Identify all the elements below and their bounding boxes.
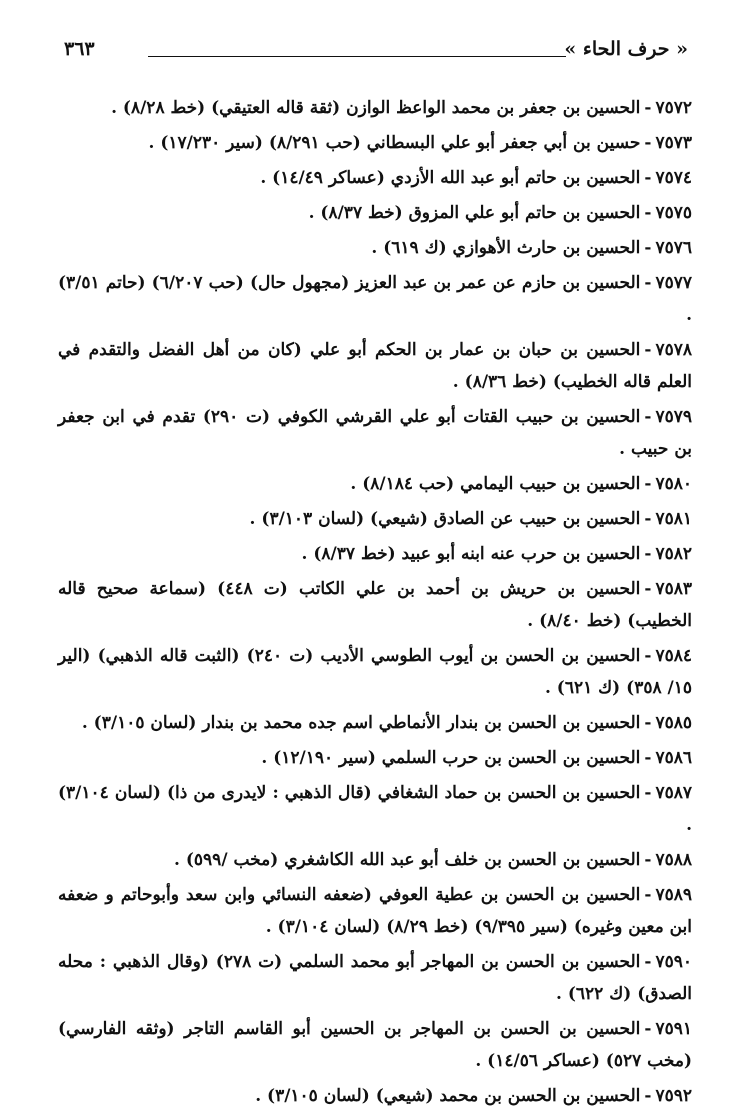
entry-number: ٧٥٨٤ (655, 646, 692, 666)
entry-text: الحسين بن حارث الأهوازي (ك ٦١٩) . (371, 238, 641, 258)
list-item: ٧٥٨٤-الحسين بن الحسن بن أيوب الطوسي الأديب (ت ٢٤٠) (الثبت قاله الذهبي) (الير ١٥/ ٣٥٨) (ك ٦٢١) . (58, 646, 692, 698)
list-item: ٧٥٨٨-الحسين بن الحسن بن خلف أبو عبد الله الكاشغري (مخب /٥٩٩) . (174, 850, 692, 870)
list-item: ٧٥٧٥-الحسين بن حاتم أبو علي المزوق (خط ٨/٣٧) . (308, 203, 692, 223)
list-item: ٧٥٧٩-الحسين بن حبيب القتات أبو علي القرشي الكوفي (ت ٢٩٠) تقدم في ابن جعفر بن حبيب . (58, 407, 692, 459)
list-item: ٧٥٩٠-الحسين بن الحسن بن المهاجر أبو محمد السلمي (ت ٢٧٨) (وقال الذهبي : محله الصدق) (ك ٦٢٢) . (58, 952, 692, 1004)
list-item: ٧٥٨٩-الحسين بن الحسن بن عطية العوفي (ضعفه النسائي وابن سعد وأبوحاتم و ضعفه ابن معين وغيره) (سير ٩/٣٩٥) (خط ٨/٢٩) (لسان ٣/١٠٤) . (58, 885, 692, 937)
entry-text: الحسين بن الحسن بن حماد الشغافي (قال الذهبي : لايدرى من ذا) (لسان ٣/١٠٤) . (58, 783, 692, 835)
entry-number: ٧٥٧٥ (655, 203, 692, 223)
entry-text: حسين بن أبي جعفر أبو علي البسطاني (حب ٨/٢٩١) (سير ١٧/٢٣٠) . (148, 133, 641, 153)
entry-text: الحسين بن الحسن بن حرب السلمي (سير ١٢/١٩٠) . (261, 748, 641, 768)
entry-text: الحسين بن الحسن بن أيوب الطوسي الأديب (ت ٢٤٠) (الثبت قاله الذهبي) (الير ١٥/ ٣٥٨) (ك ٦٢١) . (58, 646, 692, 698)
entry-text: الحسين بن حاتم أبو علي المزوق (خط ٨/٣٧) . (308, 203, 641, 223)
entry-text: الحسين بن حازم عن عمر بن عبد العزيز (مجهول حال) (حب ٦/٢٠٧) (حاتم ٣/٥١) . (58, 273, 692, 325)
entry-text: الحسين بن جعفر بن محمد الواعظ الوازن (ثقة قاله العتيقي) (خط ٨/٢٨) . (111, 98, 641, 118)
entry-number: ٧٥٧٦ (655, 238, 692, 258)
page-header (64, 36, 688, 74)
entry-number: ٧٥٨١ (655, 509, 692, 529)
header-rule (148, 56, 566, 57)
list-item: ٧٥٨١-الحسين بن حبيب عن الصادق (شيعي) (لسان ٣/١٠٣) . (249, 509, 692, 529)
list-item: ٧٥٧٦-الحسين بن حارث الأهوازي (ك ٦١٩) . (371, 238, 692, 258)
entry-text: الحسين بن الحسن بن المهاجر بن الحسين أبو القاسم التاجر (وثقه الفارسي) (مخب ٥٢٧) (عساكر ١٤/٥٦) . (58, 1019, 692, 1071)
list-item: ٧٥٨٣-الحسين بن حريش بن أحمد بن علي الكاتب (ت ٤٤٨) (سماعة صحيح قاله الخطيب) (خط ٨/٤٠) . (58, 579, 693, 631)
entry-text: الحسين بن الحسن بن بندار الأنماطي اسم جده محمد بن بندار (لسان ٣/١٠٥) . (81, 713, 641, 733)
entry-text: الحسين بن الحسن بن المهاجر أبو محمد السلمي (ت ٢٧٨) (وقال الذهبي : محله الصدق) (ك ٦٢٢) . (58, 952, 692, 1004)
list-item: ٧٥٧٣-حسين بن أبي جعفر أبو علي البسطاني (حب ٨/٢٩١) (سير ١٧/٢٣٠) . (148, 133, 692, 153)
entry-number: ٧٥٩٢ (655, 1086, 692, 1106)
entry-list (58, 92, 692, 1115)
list-item: ٧٥٩١-الحسين بن الحسن بن المهاجر بن الحسين أبو القاسم التاجر (وثقه الفارسي) (مخب ٥٢٧) (عساكر ١٤/٥٦) . (58, 1019, 692, 1071)
entry-number: ٧٥٨٨ (655, 850, 692, 870)
list-item: ٧٥٧٤-الحسين بن حاتم أبو عبد الله الأزدي (عساكر ١٤/٤٩) . (260, 168, 692, 188)
entry-text: الحسين بن حبان بن عمار بن الحكم أبو علي (كان من أهل الفضل والتقدم في العلم قاله الخطيب) (خط ٨/٣٦) . (58, 340, 692, 392)
entry-number: ٧٥٨٩ (655, 885, 692, 905)
entry-number: ٧٥٨٣ (655, 579, 693, 599)
entry-number: ٧٥٨٧ (655, 783, 692, 803)
list-item: ٧٥٨٥-الحسين بن الحسن بن بندار الأنماطي اسم جده محمد بن بندار (لسان ٣/١٠٥) . (81, 713, 692, 733)
list-item: ٧٥٨٢-الحسين بن حرب عنه ابنه أبو عبيد (خط ٨/٣٧) . (301, 544, 692, 564)
entry-number: ٧٥٧٨ (655, 340, 692, 360)
entry-text: الحسين بن حرب عنه ابنه أبو عبيد (خط ٨/٣٧) . (301, 544, 641, 564)
entry-text: الحسين بن حاتم أبو عبد الله الأزدي (عساكر ١٤/٤٩) . (260, 168, 641, 188)
entry-number: ٧٥٨٥ (655, 713, 692, 733)
entry-number: ٧٥٧٧ (655, 273, 692, 293)
entry-text: الحسين بن حبيب القتات أبو علي القرشي الكوفي (ت ٢٩٠) تقدم في ابن جعفر بن حبيب . (58, 407, 692, 459)
entry-text: الحسين بن الحسن بن محمد (شيعي) (لسان ٣/١٠٥) . (255, 1086, 641, 1106)
list-item: ٧٥٨٠-الحسين بن حبيب اليمامي (حب ٨/١٨٤) . (350, 474, 692, 494)
list-item: ٧٥٧٨-الحسين بن حبان بن عمار بن الحكم أبو علي (كان من أهل الفضل والتقدم في العلم قاله الخطيب) (خط ٨/٣٦) . (58, 340, 692, 392)
entry-number: ٧٥٩١ (655, 1019, 692, 1039)
entry-text: الحسين بن الحسن بن عطية العوفي (ضعفه النسائي وابن سعد وأبوحاتم و ضعفه ابن معين وغيره) (سير ٩/٣٩٥) (خط ٨/٢٩) (لسان ٣/١٠٤) . (58, 885, 692, 937)
entry-number: ٧٥٩٠ (655, 952, 692, 972)
chapter-title: « حرف الحاء » (564, 38, 688, 60)
entry-number: ٧٥٨٦ (655, 748, 692, 768)
entry-text: الحسين بن حبيب عن الصادق (شيعي) (لسان ٣/١٠٣) . (249, 509, 641, 529)
entry-number: ٧٥٧٣ (655, 133, 692, 153)
entry-text: الحسين بن الحسن بن خلف أبو عبد الله الكاشغري (مخب /٥٩٩) . (174, 850, 641, 870)
entry-number: ٧٥٨٠ (655, 474, 692, 494)
entry-number: ٧٥٧٢ (655, 98, 692, 118)
list-item: ٧٥٩٢-الحسين بن الحسن بن محمد (شيعي) (لسان ٣/١٠٥) . (255, 1086, 692, 1106)
list-item: ٧٥٧٧-الحسين بن حازم عن عمر بن عبد العزيز (مجهول حال) (حب ٦/٢٠٧) (حاتم ٣/٥١) . (58, 273, 692, 325)
entry-number: ٧٥٨٢ (655, 544, 692, 564)
list-item: ٧٥٧٢-الحسين بن جعفر بن محمد الواعظ الوازن (ثقة قاله العتيقي) (خط ٨/٢٨) . (111, 98, 692, 118)
list-item: ٧٥٨٧-الحسين بن الحسن بن حماد الشغافي (قال الذهبي : لايدرى من ذا) (لسان ٣/١٠٤) . (58, 783, 692, 835)
entry-number: ٧٥٧٤ (655, 168, 692, 188)
entry-text: الحسين بن حريش بن أحمد بن علي الكاتب (ت ٤٤٨) (سماعة صحيح قاله الخطيب) (خط ٨/٤٠) . (58, 579, 692, 631)
list-item: ٧٥٨٦-الحسين بن الحسن بن حرب السلمي (سير ١٢/١٩٠) . (261, 748, 692, 768)
entry-number: ٧٥٧٩ (655, 407, 692, 427)
page-number: ٣٦٣ (64, 38, 95, 60)
entry-text: الحسين بن حبيب اليمامي (حب ٨/١٨٤) . (350, 474, 641, 494)
